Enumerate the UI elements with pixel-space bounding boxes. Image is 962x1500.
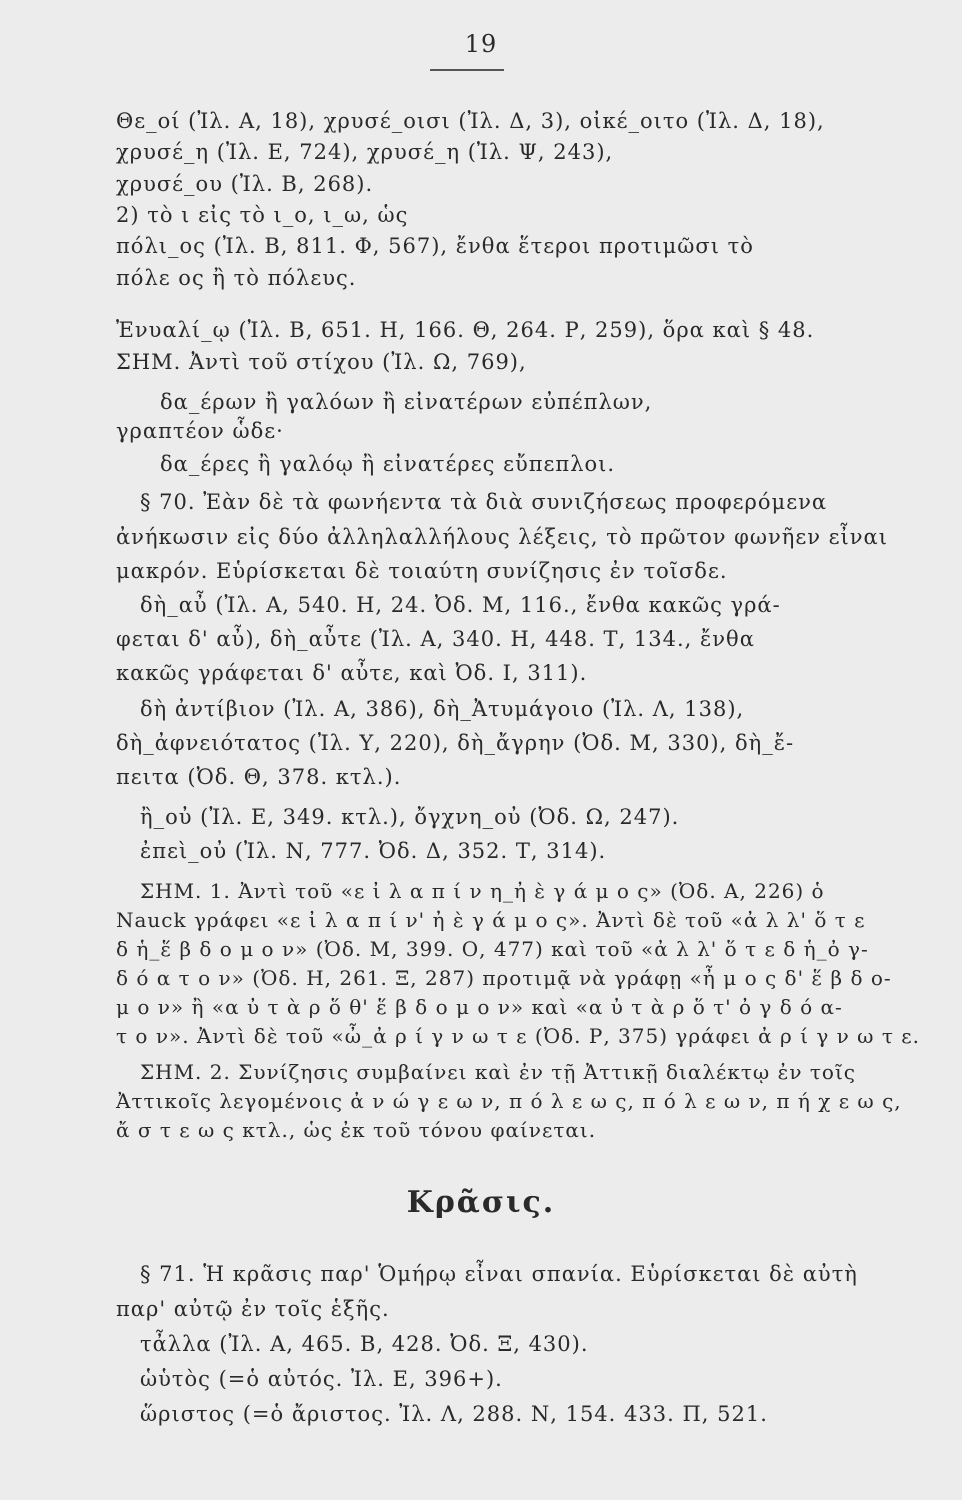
text-line: τ ο ν». Ἀντὶ δὲ τοῦ «ὦ_ἀ ρ ί γ ν ω τ ε (Ὀδ. Ρ, 375) γράφει ἀ ρ ί γ ν ω τ ε. bbox=[116, 1024, 920, 1048]
text-line: δὴ_αὖ (Ἰλ. Α, 540. Η, 24. Ὀδ. Μ, 116., ἔνθα κακῶς γρά- bbox=[140, 593, 781, 617]
text-line: Ἐνυαλί_ῳ (Ἰλ. Β, 651. Η, 166. Θ, 264. Ρ, 259), ὅρα καὶ § 48. bbox=[116, 318, 815, 342]
text-line: δὴ_ἀφνειότατος (Ἰλ. Υ, 220), δὴ_ἄγρην (Ὀδ. Μ, 330), δὴ_ἔ- bbox=[116, 731, 795, 755]
text-line: παρ' αὐτῷ ἐν τοῖς ἑξῆς. bbox=[116, 1297, 390, 1321]
text-line: μ ο ν» ἢ «α ὐ τ ὰ ρ ὅ θ' ἕ β δ ο μ ο ν» καὶ «α ὐ τ ὰ ρ ὅ τ' ὀ γ δ ό α- bbox=[116, 995, 843, 1019]
text-line: ΣΗΜ. 2. Συνίζησις συμβαίνει καὶ ἐν τῇ Ἀττικῇ διαλέκτῳ ἐν τοῖς bbox=[140, 1060, 856, 1084]
text-line: χρυσέ_η (Ἰλ. Ε, 724), χρυσέ_η (Ἰλ. Ψ, 243), bbox=[116, 140, 614, 164]
text-line: πειτα (Ὀδ. Θ, 378. κτλ.). bbox=[116, 765, 402, 789]
text-line: ΣΗΜ. 1. Ἀντὶ τοῦ «ε ἰ λ α π ί ν η_ἠ ὲ γ ά μ ο ς» (Ὀδ. Α, 226) ὁ bbox=[140, 879, 825, 903]
text-line: Nauck γράφει «ε ἰ λ α π ί ν' ἠ ὲ γ ά μ ο ς». Ἀντὶ δὲ τοῦ «ἀ λ λ' ὅ τ ε bbox=[116, 908, 866, 932]
text-line: § 71. Ἡ κρᾶσις παρ' Ὁμήρῳ εἶναι σπανία. Εὑρίσκεται δὲ αὐτὴ bbox=[140, 1262, 858, 1286]
text-line: πόλι_ος (Ἰλ. Β, 811. Φ, 567), ἔνθα ἕτεροι προτιμῶσι τὸ bbox=[116, 234, 754, 258]
text-line: ΣΗΜ. Ἀντὶ τοῦ στίχου (Ἰλ. Ω, 769), bbox=[116, 350, 527, 374]
text-line: ἐπεὶ_οὐ (Ἰλ. Ν, 777. Ὀδ. Δ, 352. Τ, 314). bbox=[140, 839, 607, 863]
text-line: δ ό α τ ο ν» (Ὀδ. Η, 261. Ξ, 287) προτιμᾷ νὰ γράφῃ «ἦ μ ο ς δ' ἕ β δ ο- bbox=[116, 966, 892, 990]
text-line: ἢ_οὐ (Ἰλ. Ε, 349. κτλ.), ὄγχνη_οὐ (Ὀδ. Ω, 247). bbox=[140, 805, 680, 829]
text-line: ἄ σ τ ε ω ς κτλ., ὡς ἐκ τοῦ τόνου φαίνεται. bbox=[116, 1118, 597, 1142]
text-line: ἀνήκωσιν εἰς δύο ἀλληλαλλήλους λέξεις, τὸ πρῶτον φωνῆεν εἶναι bbox=[116, 525, 888, 549]
text-line: § 70. Ἐὰν δὲ τὰ φωνήεντα τὰ διὰ συνιζήσεως προφερόμενα bbox=[140, 490, 828, 514]
text-line: πόλε ος ἢ τὸ πόλευς. bbox=[116, 266, 357, 290]
section-heading: Κρᾶσις. bbox=[406, 1185, 556, 1220]
text-line: γραπτέον ὧδε· bbox=[116, 419, 284, 443]
text-line: δα_έρων ἢ γαλόων ἢ εἰνατέρων εὐπέπλων, bbox=[160, 390, 653, 414]
text-line: δ ἡ_ἕ β δ ο μ ο ν» (Ὀδ. Μ, 399. Ο, 477) καὶ τοῦ «ἀ λ λ' ὅ τ ε δ ἡ_ὀ γ- bbox=[116, 937, 869, 961]
text-line: μακρόν. Εὑρίσκεται δὲ τοιαύτη συνίζησις ἐν τοῖσδε. bbox=[116, 559, 728, 583]
text-line: Ἀττικοῖς λεγομένοις ἀ ν ώ γ ε ω ν, π ό λ ε ω ς, π ό λ ε ω ν, π ή χ ε ω ς, bbox=[116, 1089, 902, 1113]
text-line: τἆλλα (Ἰλ. Α, 465. Β, 428. Ὀδ. Ξ, 430). bbox=[140, 1332, 589, 1356]
text-line: ὡὑτὸς (=ὁ αὐτός. Ἰλ. Ε, 396+). bbox=[140, 1367, 503, 1391]
text-line: χρυσέ_ου (Ἰλ. Β, 268). bbox=[116, 172, 374, 196]
text-line: Θε_οί (Ἰλ. Α, 18), χρυσέ_οισι (Ἰλ. Δ, 3), οἰκέ_οιτο (Ἰλ. Δ, 18), bbox=[116, 109, 825, 133]
page-number: 19 bbox=[464, 30, 498, 58]
text-line: κακῶς γράφεται δ' αὖτε, καὶ Ὀδ. Ι, 311). bbox=[116, 661, 588, 685]
text-line: 2) τὸ ι εἰς τὸ ι_ο, ι_ω, ὡς bbox=[116, 203, 409, 227]
text-line: ὥριστος (=ὁ ἄριστος. Ἰλ. Λ, 288. Ν, 154. 433. Π, 521. bbox=[140, 1402, 768, 1426]
text-line: δα_έρες ἢ γαλόῳ ἢ εἰνατέρες εὔπεπλοι. bbox=[160, 452, 616, 476]
text-line: δὴ ἀντίβιον (Ἰλ. Α, 386), δὴ_Ἀτυμάγοιο (Ἰλ. Λ, 138), bbox=[140, 697, 745, 721]
header-rule bbox=[430, 69, 504, 71]
text-line: φεται δ' αὖ), δὴ_αὖτε (Ἰλ. Α, 340. Η, 448. Τ, 134., ἔνθα bbox=[116, 627, 755, 651]
